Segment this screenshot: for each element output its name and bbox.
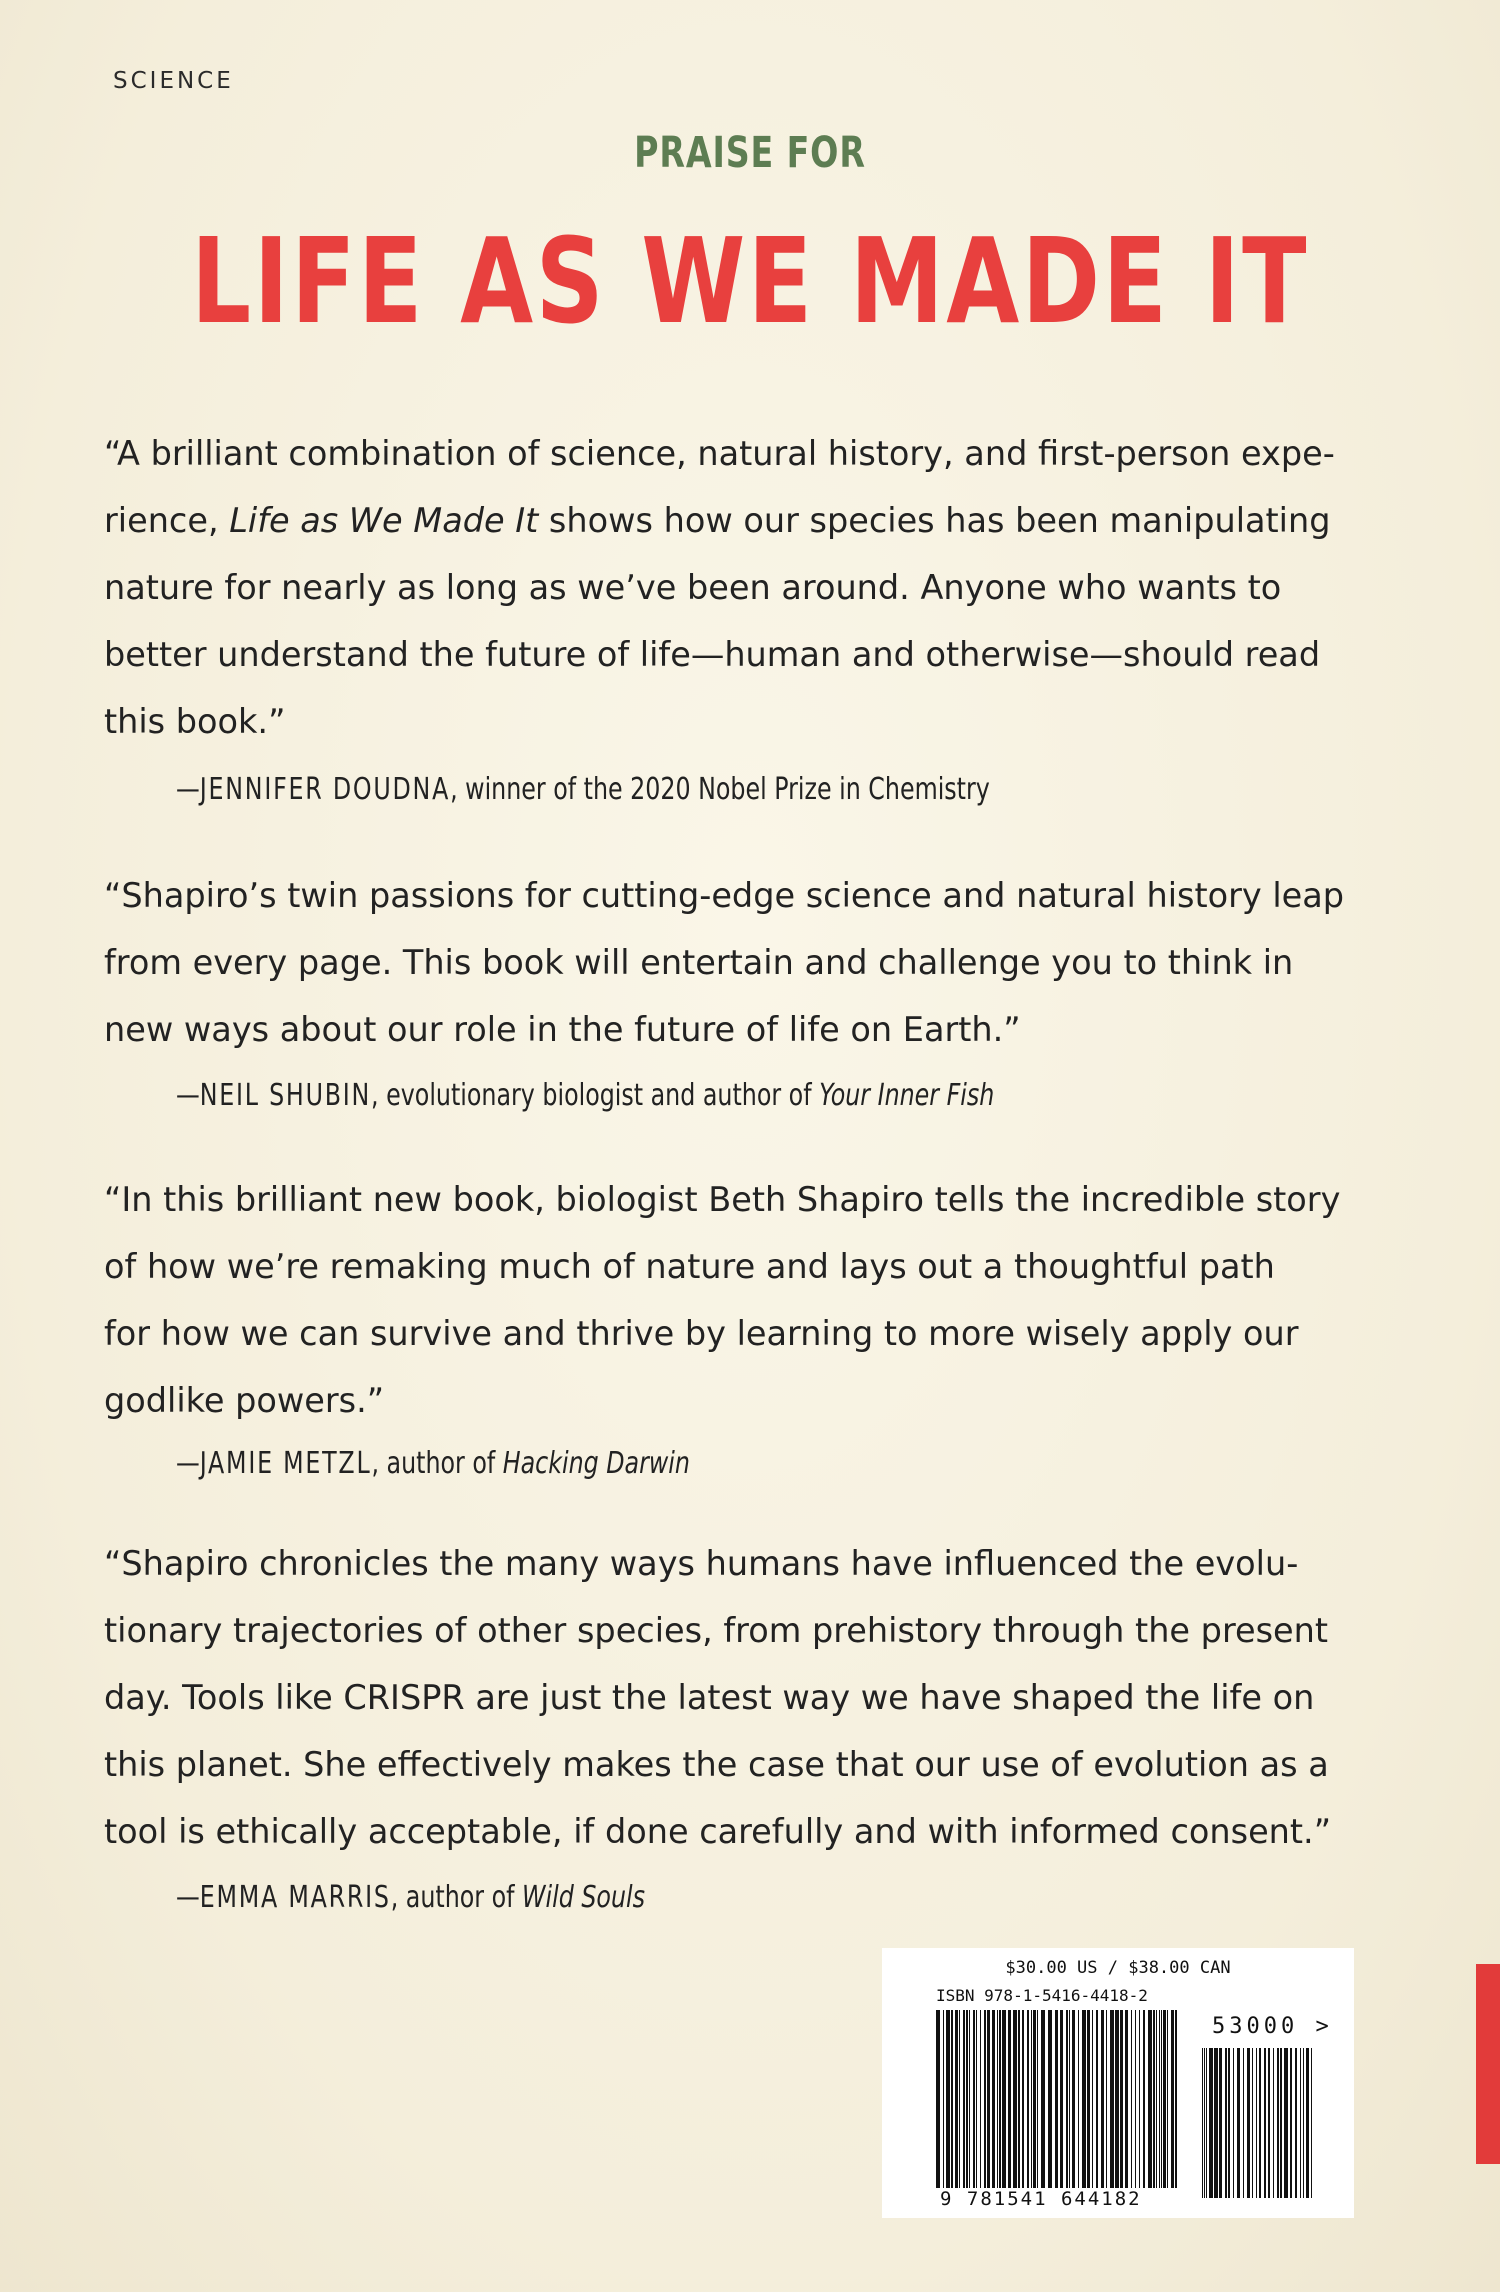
barcode-bar — [1209, 2048, 1213, 2198]
barcode-bar — [1167, 2010, 1168, 2188]
ean-barcode — [936, 2010, 1178, 2188]
barcode-bar — [1303, 2048, 1304, 2198]
barcode-bar — [959, 2010, 960, 2188]
barcode-bar — [1171, 2010, 1174, 2188]
quote-line: “In this brilliant new book, biologist Beth Shapiro tells the incredible story — [104, 1180, 1341, 1219]
barcode-bar — [1022, 2010, 1024, 2188]
attribution-work: Wild Souls — [522, 1880, 645, 1915]
barcode-bar — [1078, 2010, 1079, 2188]
quote-book-title: Life as We Made It — [229, 501, 539, 540]
barcode-bar — [1125, 2010, 1128, 2188]
barcode-bar — [963, 2010, 965, 2188]
barcode-bar — [1031, 2010, 1032, 2188]
barcode-bar — [1002, 2010, 1006, 2188]
barcode-bar — [936, 2010, 940, 2188]
barcode-bar — [969, 2010, 970, 2188]
barcode-bar — [1219, 2048, 1222, 2198]
barcode-bar — [943, 2010, 944, 2188]
barcode-bar — [1008, 2010, 1011, 2188]
barcode-bar — [1131, 2010, 1132, 2188]
isbn-label: ISBN 978-1-5416-4418-2 — [936, 1986, 1148, 2005]
barcode-bar — [1225, 2048, 1227, 2198]
barcode-bar — [1106, 2010, 1107, 2188]
barcode-bar — [1069, 2010, 1070, 2188]
barcode-bar — [1120, 2010, 1123, 2188]
price-label: $30.00 US / $38.00 CAN — [1005, 1958, 1231, 1978]
barcode-bar — [1204, 2048, 1205, 2198]
barcode-bar — [973, 2010, 975, 2188]
barcode-bar — [1087, 2010, 1090, 2188]
barcode-bar — [1037, 2010, 1038, 2188]
quote-line: better understand the future of life—human and otherwise—should read — [104, 635, 1321, 674]
barcode-bar — [1259, 2048, 1261, 2198]
category-label: SCIENCE — [113, 68, 234, 94]
barcode-bar — [1277, 2048, 1279, 2198]
quote-line: for how we can survive and thrive by learning to more wisely apply our — [104, 1314, 1299, 1353]
quote-doudna — [104, 420, 1394, 755]
attribution-name: NEIL SHUBIN — [199, 1078, 372, 1113]
barcode-bar — [987, 2010, 990, 2188]
barcode-bar — [1306, 2048, 1309, 2198]
quote-line: “Shapiro’s twin passions for cutting-edge science and natural history leap — [104, 876, 1345, 915]
barcode-bar — [1247, 2048, 1250, 2198]
barcode-bar — [1295, 2048, 1297, 2198]
barcode-panel — [882, 1948, 1354, 2218]
barcode-bar — [1175, 2010, 1177, 2188]
barcode-bar — [951, 2010, 953, 2188]
barcode-bar — [1228, 2048, 1230, 2198]
quote-line — [104, 487, 1394, 554]
attribution-work: Hacking Darwin — [502, 1446, 690, 1481]
barcode-bar — [1055, 2010, 1058, 2188]
barcode-bar — [1139, 2010, 1140, 2188]
attribution-name: EMMA MARRIS — [199, 1880, 391, 1915]
quote-metzl — [104, 1166, 1394, 1434]
barcode-bar — [1092, 2010, 1093, 2188]
quote-marris — [104, 1530, 1394, 1865]
attribution-shubin — [176, 1078, 994, 1113]
quote-line: tool is ethically acceptable, if done carefully and with informed consent.” — [104, 1812, 1332, 1851]
quote-line: this planet. She effectively makes the case that our use of evolution as a — [104, 1745, 1329, 1784]
barcode-bar — [1153, 2010, 1155, 2188]
barcode-bar — [1041, 2010, 1045, 2188]
quote-text: shows how our species has been manipulating — [538, 501, 1331, 540]
quote-line: new ways about our role in the future of life on Earth.” — [104, 1010, 1021, 1049]
supplement-code: 53000 > — [1212, 2014, 1333, 2039]
attribution-marris — [176, 1880, 645, 1915]
barcode-bar — [1206, 2048, 1207, 2198]
barcode-bar — [1214, 2048, 1218, 2198]
barcode-bar — [1280, 2048, 1282, 2198]
barcode-bar — [1252, 2048, 1253, 2198]
quote-line: “Shapiro chronicles the many ways humans have influenced the evolu- — [104, 1544, 1299, 1583]
barcode-bar — [1148, 2010, 1152, 2188]
barcode-bar — [980, 2010, 981, 2188]
quote-line: this book.” — [104, 702, 286, 741]
barcode-bar — [999, 2010, 1001, 2188]
barcode-bar — [1013, 2010, 1017, 2188]
supplement-barcode — [1202, 2048, 1314, 2198]
quote-line: “A brilliant combination of science, natural history, and first-person expe- — [104, 434, 1335, 473]
barcode-bar — [1233, 2048, 1234, 2198]
barcode-bar — [1060, 2010, 1063, 2188]
attribution-name: JAMIE METZL — [199, 1446, 372, 1481]
attribution-dash: — — [176, 1446, 200, 1481]
quote-line: of how we’re remaking much of nature and lays out a thoughtful path — [104, 1247, 1275, 1286]
barcode-bar — [1066, 2010, 1068, 2188]
barcode-bar — [955, 2010, 958, 2188]
barcode-bar — [1311, 2048, 1312, 2198]
barcode-bar — [1082, 2010, 1086, 2188]
book-title: LIFE AS WE MADE IT — [191, 212, 1309, 350]
quote-shubin — [104, 862, 1394, 1063]
barcode-bar — [1096, 2010, 1098, 2188]
attribution-metzl — [176, 1446, 690, 1481]
quote-line: godlike powers.” — [104, 1381, 385, 1420]
quote-line: from every page. This book will entertain and challenge you to think in — [104, 943, 1294, 982]
barcode-bar — [1027, 2010, 1029, 2188]
attribution-dash: — — [176, 772, 200, 807]
barcode-bar — [1156, 2010, 1157, 2188]
barcode-bar — [1161, 2010, 1162, 2188]
barcode-bar — [1202, 2048, 1203, 2198]
barcode-bar — [984, 2010, 986, 2188]
attribution-role: , author of — [371, 1446, 503, 1481]
barcode-bar — [1243, 2048, 1244, 2198]
attribution-role: , author of — [390, 1880, 523, 1915]
barcode-bar — [1143, 2010, 1145, 2188]
barcode-bar — [946, 2010, 950, 2188]
attribution-dash: — — [176, 1880, 200, 1915]
barcode-bar — [1163, 2010, 1166, 2188]
barcode-bar — [1072, 2010, 1075, 2188]
quote-line: tionary trajectories of other species, from prehistory through the present — [104, 1611, 1329, 1650]
barcode-bar — [1033, 2010, 1036, 2188]
barcode-bar — [1159, 2010, 1160, 2188]
barcode-bar — [1300, 2048, 1301, 2198]
barcode-bar — [992, 2010, 995, 2188]
barcode-bar — [997, 2010, 998, 2188]
quote-line: day. Tools like CRISPR are just the latest way we have shaped the life on — [104, 1678, 1315, 1717]
barcode-bar — [1018, 2010, 1020, 2188]
barcode-bar — [1273, 2048, 1274, 2198]
attribution-role: , winner of the 2020 Nobel Prize in Chemistry — [450, 772, 990, 807]
ean-digits: 9 781541 644182 — [940, 2188, 1142, 2210]
barcode-bar — [1048, 2010, 1052, 2188]
barcode-bar — [1237, 2048, 1240, 2198]
barcode-bar — [1290, 2048, 1292, 2198]
barcode-bar — [1268, 2048, 1270, 2198]
barcode-bar — [976, 2010, 977, 2188]
barcode-bar — [1264, 2048, 1266, 2198]
attribution-name: JENNIFER DOUDNA — [199, 772, 451, 807]
barcode-bar — [1135, 2010, 1136, 2188]
barcode-bar — [966, 2010, 968, 2188]
spine-edge-strip — [1476, 1964, 1500, 2164]
praise-heading: PRAISE FOR — [634, 128, 866, 178]
attribution-role: , evolutionary biologist and author of — [371, 1078, 820, 1113]
attribution-work: Your Inner Fish — [819, 1078, 995, 1113]
barcode-bar — [1284, 2048, 1288, 2198]
quote-line: nature for nearly as long as we’ve been around. Anyone who wants to — [104, 568, 1282, 607]
attribution-doudna — [176, 772, 990, 807]
barcode-bar — [1115, 2010, 1119, 2188]
barcode-bar — [1101, 2010, 1104, 2188]
quote-text: rience, — [104, 501, 230, 540]
barcode-bar — [1110, 2010, 1114, 2188]
attribution-dash: — — [176, 1078, 200, 1113]
barcode-bar — [1256, 2048, 1257, 2198]
